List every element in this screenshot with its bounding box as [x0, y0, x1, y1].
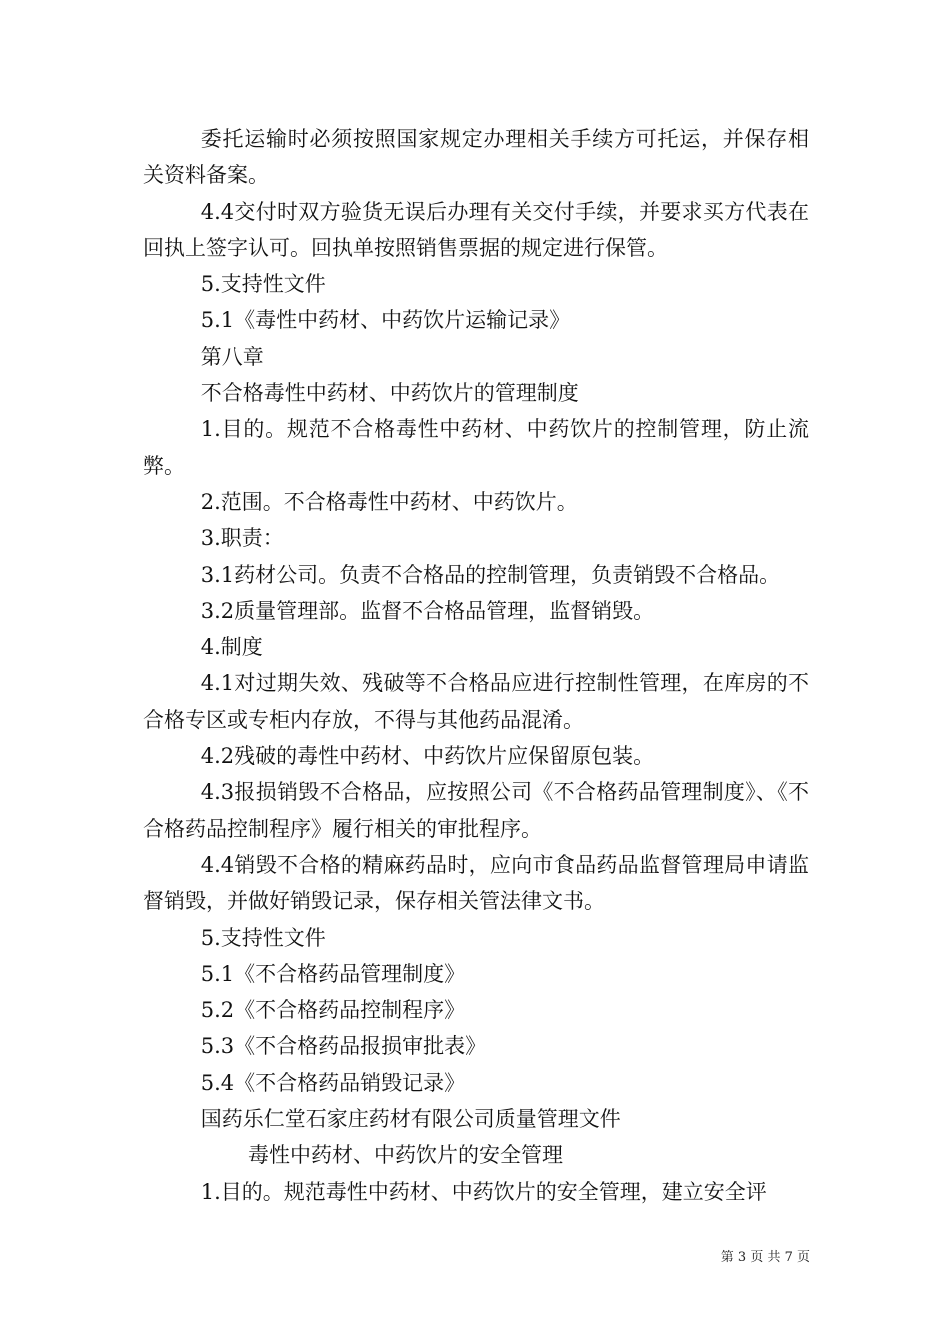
paragraph-5-4: 5.4《不合格药品销毁记录》 — [200, 1070, 466, 1095]
company-document-header: 国药乐仁堂石家庄药材有限公司质量管理文件 — [200, 1107, 621, 1132]
chapter-title: 不合格毒性中药材、中药饮片的管理制度 — [200, 381, 579, 406]
paragraph-1-purpose-safety: 1.目的。规范毒性中药材、中药饮片的安全管理，建立安全评 — [200, 1179, 767, 1204]
paragraph-5-2: 5.2《不合格药品控制程序》 — [200, 998, 466, 1023]
paragraph-3-1: 3.1药材公司。负责不合格品的控制管理，负责销毁不合格品。 — [200, 562, 781, 587]
paragraph-5-3: 5.3《不合格药品报损审批表》 — [200, 1034, 487, 1059]
paragraph-2-scope: 2.范围。不合格毒性中药材、中药饮片。 — [200, 489, 578, 514]
paragraph-5-supporting-docs: 5.支持性文件 — [200, 272, 326, 297]
paragraph-3-duties: 3.职责： — [200, 526, 284, 551]
paragraph-3-2: 3.2质量管理部。监督不合格品管理，监督销毁。 — [200, 598, 655, 623]
paragraph-4-1: 4.1对过期失效、残破等不合格品应进行控制性管理，在库房的不合格专区或专柜内存放，不得与其他药品混淆。 — [143, 671, 809, 732]
paragraph-5-1-transport-record: 5.1《毒性中药材、中药饮片运输记录》 — [200, 308, 571, 333]
page-number-footer: 第 3 页 共 7 页 — [720, 1250, 810, 1265]
paragraph-1-purpose: 1.目的。规范不合格毒性中药材、中药饮片的控制管理，防止流弊。 — [143, 417, 809, 478]
paragraph-4-4: 4.4销毁不合格的精麻药品时，应向市食品药品监督管理局申请监督销毁，并做好销毁记录，保存相关管法律文书。 — [143, 852, 809, 914]
paragraph-4-3: 4.3报损销毁不合格品，应按照公司《不合格药品管理制度》、《不合格药品控制程序》履行相关的审批程序。 — [143, 780, 809, 841]
section-title-safety: 毒性中药材、中药饮片的安全管理 — [248, 1143, 563, 1168]
document-body — [143, 121, 809, 1210]
paragraph-5-supporting-docs-2: 5.支持性文件 — [200, 925, 326, 950]
paragraph-4-2: 4.2残破的毒性中药材、中药饮片应保留原包装。 — [200, 744, 655, 769]
chapter-heading: 第八章 — [200, 344, 264, 369]
paragraph-transport-procedure: 委托运输时必须按照国家规定办理相关手续方可托运，并保存相关资料备案。 — [143, 127, 809, 188]
paragraph-5-1: 5.1《不合格药品管理制度》 — [200, 961, 466, 986]
paragraph-4-4-delivery: 4.4交付时双方验货无误后办理有关交付手续，并要求买方代表在回执上签字认可。回执单按照销售票据的规定进行保管。 — [143, 199, 809, 260]
paragraph-4-system: 4.制度 — [200, 635, 263, 660]
